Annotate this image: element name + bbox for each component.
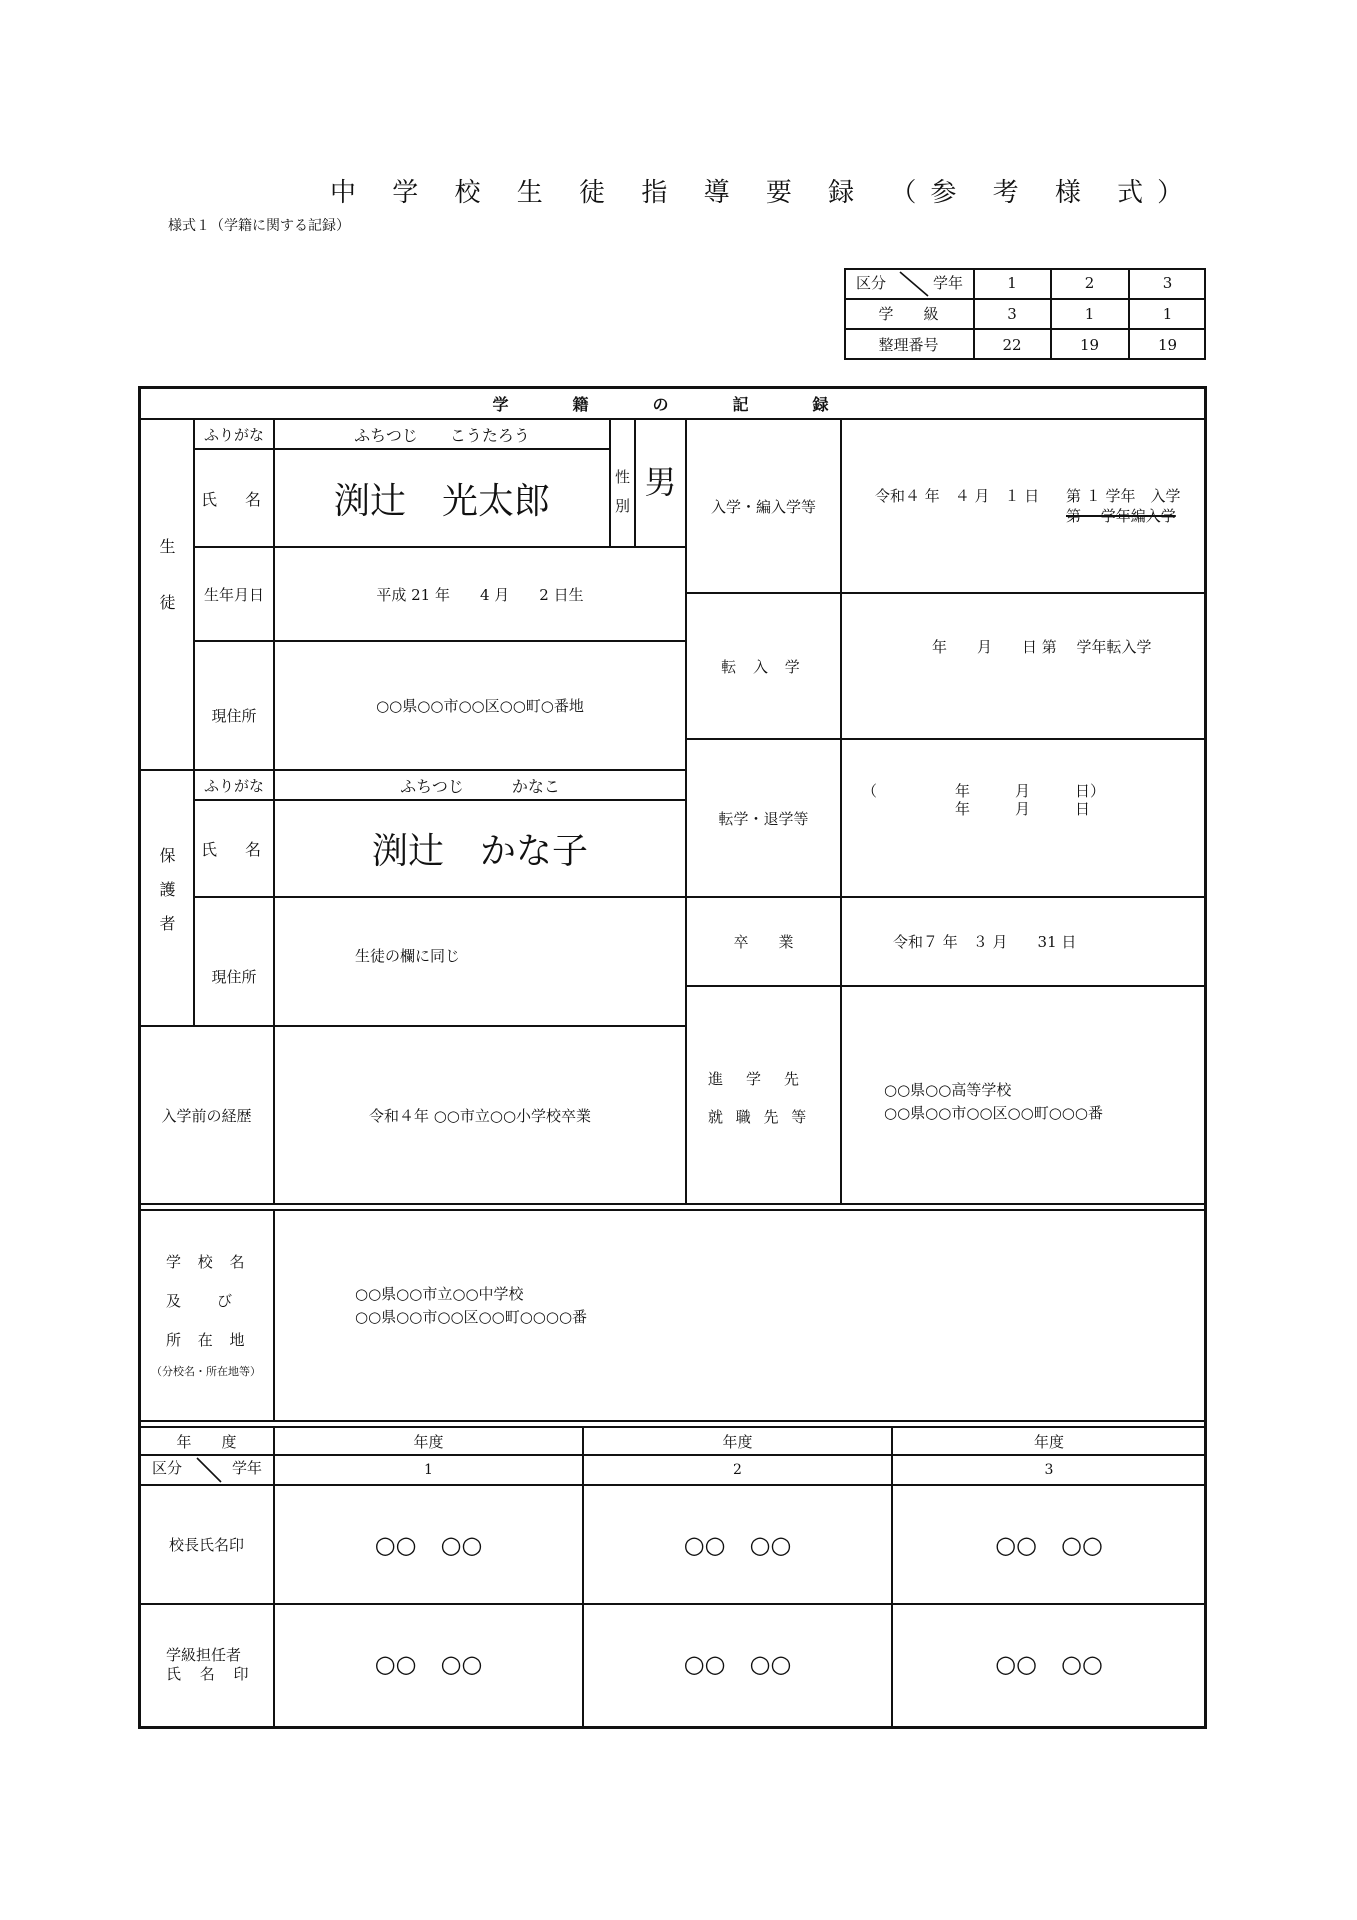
seq-number-value-2: 19 [1079,335,1100,354]
principal-seal-3: ○○ ○○ [995,1530,1103,1559]
diagonal-divider [195,1456,223,1484]
divider [273,1209,275,1420]
prior-history: 令和４年 ○○市立○○小学校卒業 [368,1106,592,1125]
seq-number-label: 整理番号 [878,336,939,354]
index-grade-2: 2 [1084,274,1095,292]
birth-date: 平成 21 年 4 月 2 日生 [376,585,584,604]
school-address: ○○県○○市○○区○○町○○○○番 [355,1308,588,1326]
principal-seal-1: ○○ ○○ [374,1530,483,1559]
teacher-seal-2: ○○ ○○ [683,1649,792,1678]
grade-corner-right: 学年 [232,1459,263,1477]
grade-3: 3 [1044,1462,1054,1478]
next-destination-name: ○○県○○高等学校 [884,1081,1012,1099]
school-name-label: 学 校 名 [166,1253,251,1271]
employment-label: 就 職 先 等 [708,1108,811,1126]
class-value-3: 1 [1162,304,1173,323]
next-school-label: 進 学 先 [708,1070,804,1088]
admission-transfer-entry: 第 学年編入学 [1066,507,1176,525]
record-heading: 学 籍 の 記 録 [492,394,853,414]
student-name-label: 氏 名 [200,489,267,509]
student-furigana-label: ふりがな [203,425,264,444]
graduation-label: 卒 業 [733,933,794,951]
guardian-name: 渕辻 かな子 [371,831,588,872]
guardian-section-label: 保護者 [157,847,176,949]
year-1: 年度 [413,1432,444,1451]
next-destination-address: ○○県○○市○○区○○町○○○番 [884,1104,1103,1122]
school-name: ○○県○○市立○○中学校 [355,1285,524,1303]
divider [140,1203,1205,1205]
transfer-out-label: 転学・退学等 [718,809,809,828]
grade-2: 2 [733,1462,742,1478]
index-grade-3: 3 [1162,274,1173,292]
class-value-2: 1 [1084,304,1095,323]
year-2: 年度 [722,1432,753,1451]
graduation-date: 令和７ 年 ３ 月 31 日 [893,933,1077,951]
student-address-label: 現住所 [211,707,257,725]
class-label: 学 級 [878,305,939,323]
admission-label: 入学・編入学等 [710,497,816,516]
seq-number-value-1: 22 [1002,335,1022,354]
school-and-label: 及 び [166,1292,235,1310]
school-location-label: 所 在 地 [166,1331,251,1349]
transfer-in: 年 月 日 第 学年転入学 [932,638,1152,656]
principal-seal-2: ○○ ○○ [683,1530,792,1559]
grade-corner-left: 区分 [152,1459,183,1477]
teacher-seal-1: ○○ ○○ [374,1649,483,1678]
admission-date: 令和４ 年 ４ 月 １ 日 [875,487,1040,505]
form-subtitle: 様式１（学籍に関する記録） [168,218,350,234]
principal-label: 校長氏名印 [168,1536,244,1554]
index-corner-right: 学年 [933,274,964,292]
teacher-label-seal: 氏 名 印 [166,1665,256,1683]
index-corner-left: 区分 [856,274,887,292]
admission-grade-entry: 第 １ 学年 入学 [1066,487,1181,505]
birth-label: 生年月日 [203,585,264,604]
divider [140,1420,1205,1422]
teacher-label: 学級担任者 [166,1646,242,1664]
divider [140,1209,1205,1211]
year-3: 年度 [1033,1432,1064,1451]
page-title: 中 学 校 生 徒 指 導 要 録 （参 考 様 式） [330,178,1198,208]
transfer-out-date: 年 月 日） [955,782,1106,800]
student-address: ○○県○○市○○区○○町○番地 [376,697,584,715]
divider [687,985,1205,987]
guardian-name-label: 氏 名 [200,840,267,859]
transfer-in-label: 転 入 学 [721,657,806,676]
prior-history-label: 入学前の経歴 [161,1106,252,1125]
withdrawal-date: 年 月 日 [955,800,1091,818]
guardian-furigana: ふちつじ かなこ [400,776,560,796]
seq-number-value-3: 19 [1157,335,1178,354]
student-sex: 男 [644,463,677,501]
guardian-address-label: 現住所 [211,968,257,986]
divider [840,418,842,1203]
transfer-out-paren: （ [862,782,878,800]
teacher-seal-3: ○○ ○○ [995,1649,1103,1678]
year-row-label: 年 度 [176,1432,237,1451]
student-furigana: ふちつじ こうたろう [354,425,530,445]
guardian-address: 生徒の欄に同じ [355,947,461,965]
student-section-label: 生徒 [157,537,176,650]
school-note-label: （分校名・所在地等） [151,1365,261,1378]
index-grade-1: 1 [1007,274,1017,292]
class-value-1: 3 [1007,304,1017,323]
diagonal-divider [898,270,930,298]
sex-label: 性別 [613,469,631,527]
student-name: 渕辻 光太郎 [333,480,550,522]
guardian-furigana-label: ふりがな [203,776,264,795]
grade-1: 1 [424,1462,433,1478]
